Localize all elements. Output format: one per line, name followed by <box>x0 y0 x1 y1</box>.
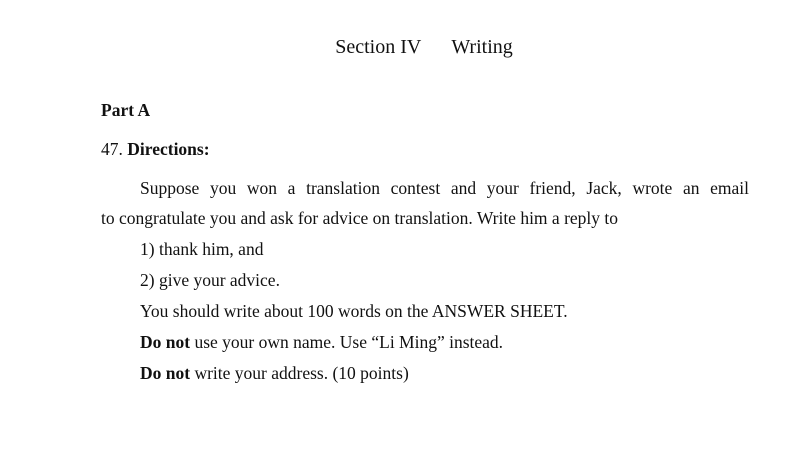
name-instruction <box>140 331 503 353</box>
paragraph-line-2: to congratulate you and ask for advice on translation. Write him a reply to <box>101 208 619 228</box>
question-number: 47. <box>101 139 123 159</box>
directions-label: Directions: <box>127 139 210 159</box>
name-instruction-emphasis: Do not <box>140 332 191 352</box>
section-name: Writing <box>451 36 513 58</box>
list-item-2: 2) give your advice. <box>140 270 280 290</box>
word-count-instruction: You should write about 100 words on the ANSWER SHEET. <box>140 301 568 321</box>
paragraph-line-1: Suppose you won a translation contest and your friend, Jack, wrote an email <box>140 178 749 198</box>
address-instruction <box>140 362 409 384</box>
part-heading: Part A <box>101 100 151 120</box>
address-instruction-emphasis: Do not <box>140 363 191 383</box>
name-instruction-text: use your own name. Use “Li Ming” instead. <box>190 332 504 352</box>
question-header <box>101 138 210 160</box>
list-item-1: 1) thank him, and <box>140 239 264 259</box>
section-title <box>0 36 800 59</box>
address-instruction-text: write your address. (10 points) <box>190 363 409 383</box>
section-number: Section IV <box>335 36 422 58</box>
